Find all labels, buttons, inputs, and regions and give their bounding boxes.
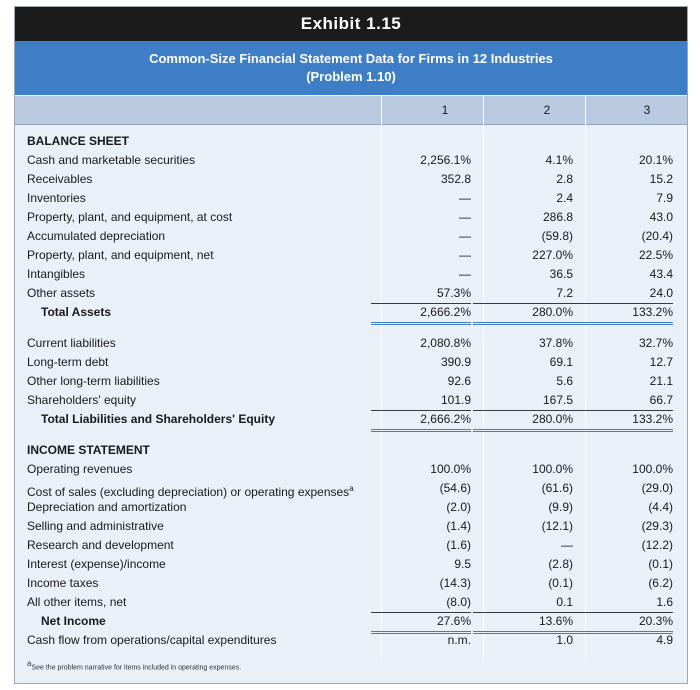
cell-col-2: 69.1	[549, 355, 573, 369]
section-header	[15, 441, 687, 460]
cell-col-3: (29.0)	[641, 481, 673, 495]
row-label	[27, 593, 126, 612]
cell-col-3: 4.9	[656, 633, 673, 647]
cell-col-2: (9.9)	[548, 500, 573, 514]
cell-col-1: 92.6	[447, 374, 471, 388]
row-label-text: Cash and marketable securities	[27, 153, 196, 167]
cell-col-1: —	[459, 267, 471, 281]
cell-col-2: (59.8)	[541, 229, 573, 243]
row-label	[27, 227, 165, 246]
table-row	[15, 246, 687, 265]
table-row	[15, 460, 687, 479]
cell-col-2: 7.2	[473, 284, 573, 304]
cell-col-1: 57.3%	[371, 284, 471, 304]
cell-col-1: (1.6)	[446, 538, 471, 552]
cell-col-3: 20.1%	[638, 153, 673, 167]
row-label	[41, 410, 275, 429]
cell-col-3: 1.6	[573, 593, 673, 613]
row-label	[27, 536, 174, 555]
cell-col-3: 20.3%	[573, 612, 673, 634]
table-row	[15, 574, 687, 593]
table-row	[15, 517, 687, 536]
row-label-text: Property, plant, and equipment, at cost	[27, 210, 233, 224]
cell-col-1: (1.4)	[446, 519, 471, 533]
row-label	[27, 208, 232, 227]
cell-col-1: 390.9	[440, 355, 471, 369]
cell-col-3: 32.7%	[638, 336, 673, 350]
cell-col-2: 2.4	[556, 191, 573, 205]
table-row	[15, 284, 687, 303]
footnote-reference: a	[349, 484, 354, 493]
row-label	[41, 303, 111, 322]
cell-col-2: 286.8	[542, 210, 573, 224]
cell-col-3: 24.0	[573, 284, 673, 304]
column-header-1: 1	[441, 103, 449, 117]
cell-col-2: 280.0%	[473, 303, 573, 325]
table-row	[15, 391, 687, 410]
row-label	[41, 612, 106, 631]
row-label	[27, 284, 95, 303]
cell-col-3: 133.2%	[573, 303, 673, 325]
cell-col-2: 2.8	[556, 172, 573, 186]
cell-col-1: —	[459, 191, 471, 205]
cell-col-3: 43.4	[649, 267, 673, 281]
cell-col-2: 280.0%	[473, 410, 573, 432]
row-label-text: Cash flow from operations/capital expenditures	[27, 633, 277, 647]
cell-col-2: (0.1)	[548, 576, 573, 590]
cell-col-3: (12.2)	[641, 538, 673, 552]
row-label	[27, 372, 160, 391]
row-label	[27, 265, 85, 284]
table-row	[15, 536, 687, 555]
row-label-text: All other items, net	[27, 595, 127, 609]
row-label	[27, 189, 86, 208]
exhibit-title: Exhibit 1.15	[15, 7, 687, 41]
column-header-row	[15, 96, 687, 125]
table-row	[15, 555, 687, 574]
table-row	[15, 498, 687, 517]
footnote	[27, 659, 241, 671]
footnote-mark: a	[27, 659, 32, 668]
row-label-text: Operating revenues	[27, 462, 133, 476]
cell-col-3: 100.0%	[632, 462, 673, 476]
row-label-text: Accumulated depreciation	[27, 229, 166, 243]
row-label	[27, 151, 195, 170]
cell-col-3: 21.1	[649, 374, 673, 388]
row-label-text: Total Liabilities and Shareholders' Equity	[41, 412, 276, 426]
row-label-text: Property, plant, and equipment, net	[27, 248, 214, 262]
table-row	[15, 189, 687, 208]
cell-col-2: 167.5	[473, 391, 573, 411]
cell-col-3: 22.5%	[638, 248, 673, 262]
cell-col-1: —	[459, 248, 471, 262]
cell-col-1: (14.3)	[439, 576, 471, 590]
cell-col-1: (2.0)	[446, 500, 471, 514]
row-label-text: Net Income	[41, 614, 106, 628]
table-row	[15, 334, 687, 353]
row-label-text: Inventories	[27, 191, 86, 205]
row-label	[27, 555, 166, 574]
net-income-row	[15, 612, 687, 631]
cell-col-2: 0.1	[473, 593, 573, 613]
subtitle-line-1: Common-Size Financial Statement Data for Firms in 12 Industries	[149, 51, 553, 66]
cell-col-2: (61.6)	[541, 481, 573, 495]
exhibit-frame	[14, 6, 688, 684]
cell-col-2: 13.6%	[473, 612, 573, 634]
row-label-text: Depreciation and amortization	[27, 500, 187, 514]
row-label-text: Shareholders' equity	[27, 393, 137, 407]
row-label	[27, 631, 276, 650]
cell-col-3: 133.2%	[573, 410, 673, 432]
cell-col-2: 227.0%	[532, 248, 573, 262]
cell-col-3: 66.7	[573, 391, 673, 411]
row-label-text: Other assets	[27, 286, 96, 300]
cell-col-1: 2,080.8%	[420, 336, 471, 350]
row-label	[27, 246, 214, 265]
row-label-text: Long-term debt	[27, 355, 109, 369]
cell-col-1: 2,256.1%	[420, 153, 471, 167]
row-label-text: Current liabilities	[27, 336, 116, 350]
row-label	[27, 460, 132, 479]
row-label	[27, 574, 98, 593]
cell-col-1: 101.9	[371, 391, 471, 411]
cell-col-2: 1.0	[556, 633, 573, 647]
cell-col-3: (29.3)	[641, 519, 673, 533]
row-label-text: Cost of sales (excluding depreciation) or operating expenses	[27, 485, 350, 499]
subtitle-line-2: (Problem 1.10)	[306, 69, 396, 84]
cell-col-3: 12.7	[649, 355, 673, 369]
row-label-text: Interest (expense)/income	[27, 557, 166, 571]
table-row	[15, 170, 687, 189]
row-label-text: Intangibles	[27, 267, 86, 281]
table-row	[15, 151, 687, 170]
row-label	[27, 517, 164, 536]
table-row	[15, 353, 687, 372]
cell-col-1: (54.6)	[439, 481, 471, 495]
cell-col-1: 352.8	[440, 172, 471, 186]
cell-col-1: (8.0)	[371, 593, 471, 613]
row-label	[27, 334, 116, 353]
cell-col-1: n.m.	[447, 633, 471, 647]
cell-col-3: 43.0	[649, 210, 673, 224]
section-header-label: BALANCE SHEET	[27, 134, 130, 148]
cell-col-3: 15.2	[649, 172, 673, 186]
exhibit-subtitle	[15, 41, 687, 95]
cell-col-1: —	[459, 210, 471, 224]
row-label	[27, 170, 92, 189]
total-liabilities-row	[15, 410, 687, 429]
cell-col-2: —	[561, 538, 573, 552]
section-header-label: INCOME STATEMENT	[27, 443, 150, 457]
row-label	[27, 353, 108, 372]
cell-col-3: (0.1)	[648, 557, 673, 571]
cell-col-1: 27.6%	[371, 612, 471, 634]
table-row	[15, 265, 687, 284]
total-assets-row	[15, 303, 687, 322]
cell-col-1: 2,666.2%	[371, 410, 471, 432]
table-row	[15, 593, 687, 612]
cell-col-1: 2,666.2%	[371, 303, 471, 325]
cell-col-3: (4.4)	[648, 500, 673, 514]
row-label	[27, 391, 136, 410]
row-label-text: Selling and administrative	[27, 519, 164, 533]
cell-col-3: (6.2)	[648, 576, 673, 590]
cash-flow-row	[15, 631, 687, 650]
row-label	[27, 498, 186, 517]
table-row	[15, 479, 687, 498]
cell-col-2: 5.6	[556, 374, 573, 388]
cell-col-1: 9.5	[454, 557, 471, 571]
footnote-text: See the problem narrative for items included in operating expenses.	[31, 664, 242, 672]
table-row	[15, 227, 687, 246]
cell-col-2: 37.8%	[538, 336, 573, 350]
row-label-text: Income taxes	[27, 576, 99, 590]
table-row	[15, 372, 687, 391]
cell-col-2: (2.8)	[548, 557, 573, 571]
section-header	[15, 132, 687, 151]
table-row	[15, 208, 687, 227]
column-header-3: 3	[643, 103, 651, 117]
column-header-2: 2	[543, 103, 551, 117]
cell-col-2: 4.1%	[545, 153, 573, 167]
cell-col-1: —	[459, 229, 471, 243]
cell-col-2: 100.0%	[532, 462, 573, 476]
cell-col-2: 36.5	[549, 267, 573, 281]
row-label-text: Total Assets	[41, 305, 112, 319]
cell-col-2: (12.1)	[541, 519, 573, 533]
row-label-text: Other long-term liabilities	[27, 374, 160, 388]
cell-col-3: (20.4)	[641, 229, 673, 243]
row-label-text: Receivables	[27, 172, 93, 186]
cell-col-1: 100.0%	[430, 462, 471, 476]
cell-col-3: 7.9	[656, 191, 673, 205]
row-label-text: Research and development	[27, 538, 174, 552]
